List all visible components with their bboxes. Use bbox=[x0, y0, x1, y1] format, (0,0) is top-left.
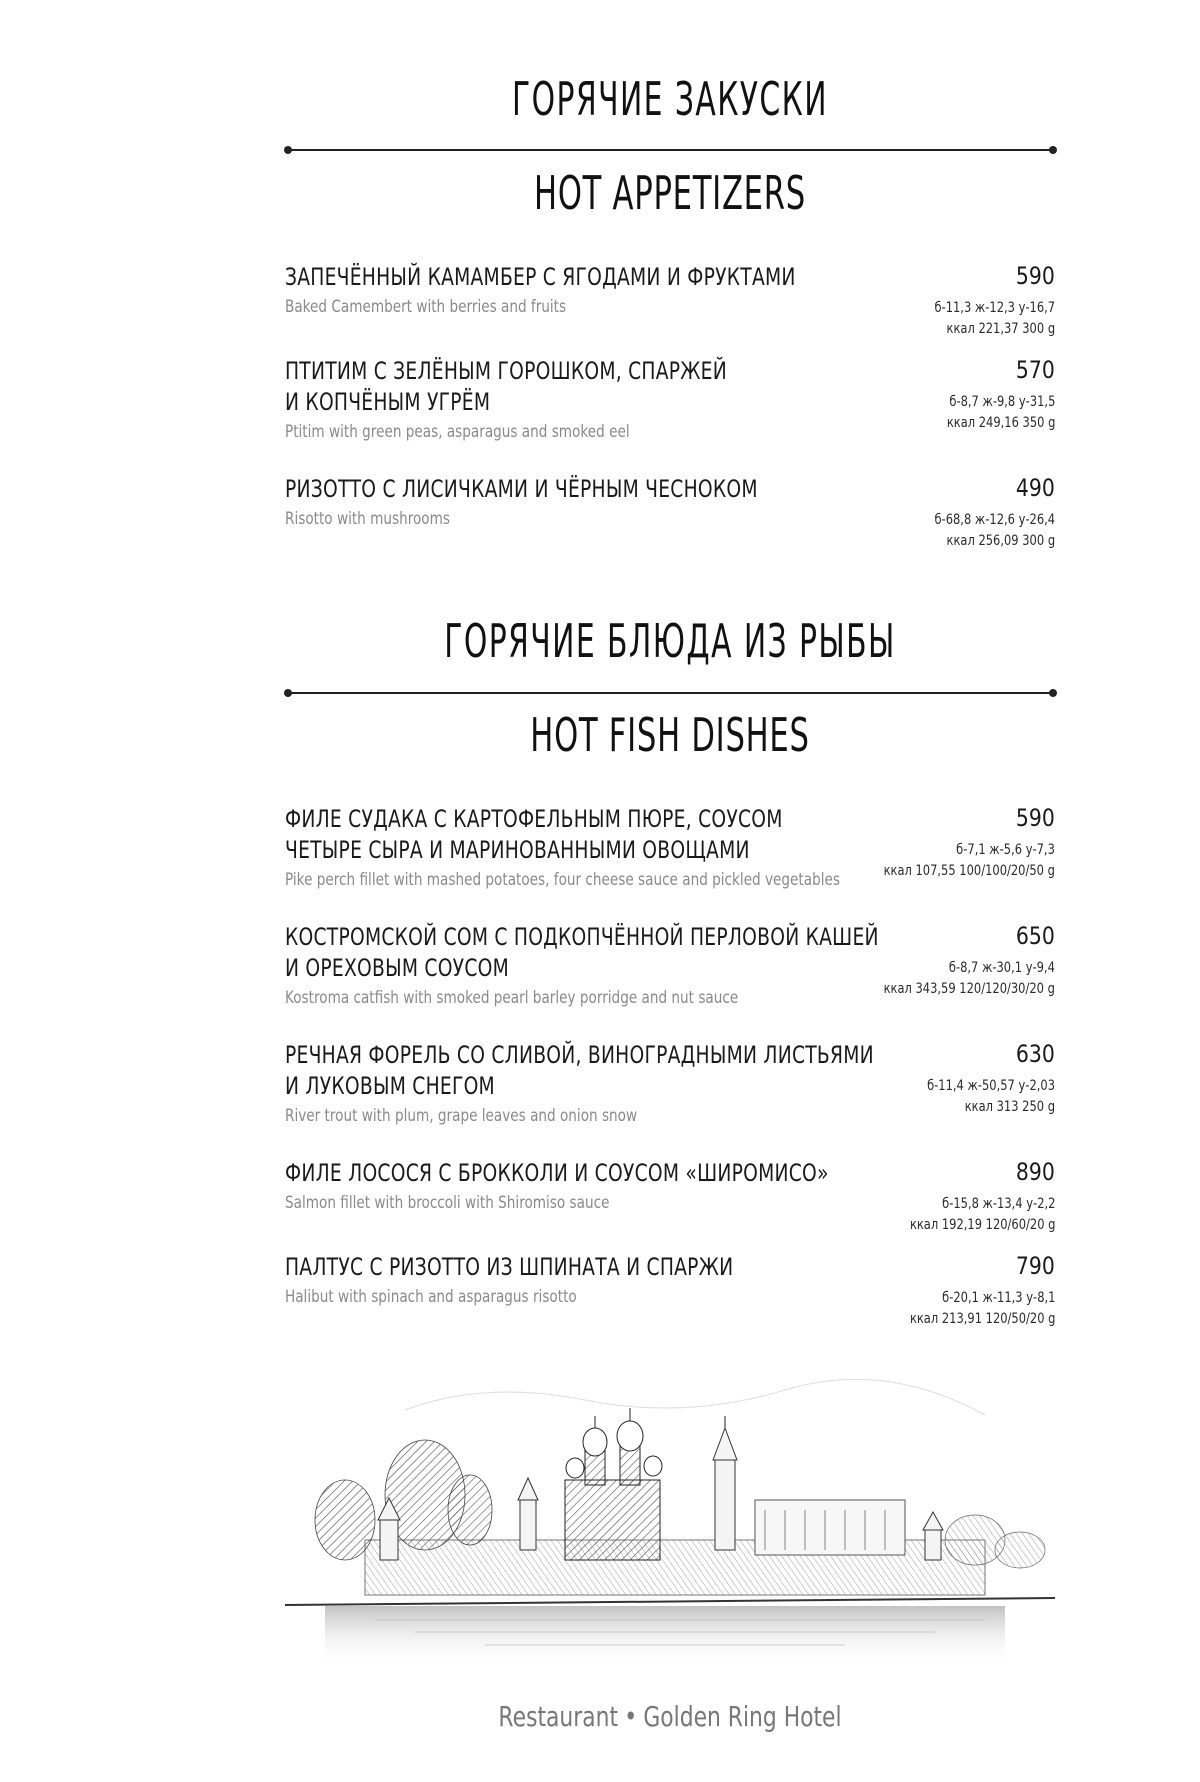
item-name: ПТИТИМ С ЗЕЛЁНЫМ ГОРОШКОМ, СПАРЖЕЙ И КОПЧЁНЫМ УГРЁМ bbox=[285, 357, 727, 416]
item-nutrition: б-11,3 ж-12,3 у-16,7 ккал 221,37 300 g bbox=[934, 300, 1055, 337]
footer-brand bbox=[370, 1700, 971, 1733]
item-nutrition: б-20,1 ж-11,3 у-8,1 ккал 213,91 120/50/20 g bbox=[909, 1290, 1055, 1327]
item-name: РИЗОТТО С ЛИСИЧКАМИ И ЧЁРНЫМ ЧЕСНОКОМ bbox=[285, 475, 758, 503]
item-price: 590 bbox=[1016, 804, 1055, 832]
item-price: 630 bbox=[1016, 1040, 1055, 1068]
footer-separator: • bbox=[624, 1700, 638, 1733]
section-title-en: HOT APPETIZERS bbox=[534, 166, 806, 220]
section-title-ru: ГОРЯЧИЕ ЗАКУСКИ bbox=[512, 72, 828, 126]
item-price: 890 bbox=[1016, 1158, 1055, 1186]
menu-item bbox=[285, 1252, 1055, 1327]
menu-item bbox=[285, 804, 1055, 890]
item-nutrition: б-68,8 ж-12,6 у-26,4 ккал 256,09 300 g bbox=[934, 512, 1055, 549]
item-description-en: Baked Camembert with berries and fruits bbox=[285, 297, 567, 317]
item-description-en: Ptitim with green peas, asparagus and smoked eel bbox=[285, 422, 630, 442]
item-price: 570 bbox=[1016, 356, 1055, 384]
menu-item bbox=[285, 474, 1055, 549]
item-price: 490 bbox=[1016, 474, 1055, 502]
item-description-en: Kostroma catfish with smoked pearl barley porridge and nut sauce bbox=[285, 988, 739, 1008]
item-price: 790 bbox=[1016, 1252, 1055, 1280]
item-name: КОСТРОМСКОЙ СОМ С ПОДКОПЧЁННОЙ ПЕРЛОВОЙ КАШЕЙ И ОРЕХОВЫМ СОУСОМ bbox=[285, 923, 879, 982]
section-title-ru: ГОРЯЧИЕ БЛЮДА ИЗ РЫБЫ bbox=[444, 614, 896, 668]
item-description-en: Salmon fillet with broccoli with Shiromiso sauce bbox=[285, 1193, 610, 1213]
item-name: ФИЛЕ СУДАКА С КАРТОФЕЛЬНЫМ ПЮРЕ, СОУСОМ ЧЕТЫРЕ СЫРА И МАРИНОВАННЫМИ ОВОЩАМИ bbox=[285, 805, 783, 864]
item-nutrition: б-8,7 ж-30,1 у-9,4 ккал 343,59 120/120/30/20 g bbox=[883, 960, 1055, 997]
item-description-en: Risotto with mushrooms bbox=[285, 509, 450, 529]
item-nutrition: б-8,7 ж-9,8 у-31,5 ккал 249,16 350 g bbox=[946, 394, 1055, 431]
section-divider bbox=[288, 692, 1053, 694]
menu-item bbox=[285, 356, 1055, 442]
item-description-en: River trout with plum, grape leaves and onion snow bbox=[285, 1106, 638, 1126]
item-name: РЕЧНАЯ ФОРЕЛЬ СО СЛИВОЙ, ВИНОГРАДНЫМИ ЛИСТЬЯМИ И ЛУКОВЫМ СНЕГОМ bbox=[285, 1041, 874, 1100]
item-nutrition: б-15,8 ж-13,4 у-2,2 ккал 192,19 120/60/20 g bbox=[909, 1196, 1055, 1233]
monastery-sketch-illustration bbox=[285, 1370, 1055, 1670]
item-price: 590 bbox=[1016, 262, 1055, 290]
item-nutrition: б-7,1 ж-5,6 у-7,3 ккал 107,55 100/100/20/50 g bbox=[883, 842, 1055, 879]
item-name: ФИЛЕ ЛОСОСЯ С БРОККОЛИ И СОУСОМ «ШИРОМИСО» bbox=[285, 1159, 829, 1187]
item-name: ЗАПЕЧЁННЫЙ КАМАМБЕР С ЯГОДАМИ И ФРУКТАМИ bbox=[285, 263, 796, 291]
menu-item bbox=[285, 1040, 1055, 1126]
item-nutrition: б-11,4 ж-50,57 у-2,03 ккал 313 250 g bbox=[927, 1078, 1055, 1115]
item-description-en: Pike perch fillet with mashed potatoes, four cheese sauce and pickled vegetables bbox=[285, 870, 840, 890]
menu-item bbox=[285, 922, 1055, 1008]
menu-item bbox=[285, 262, 1055, 337]
item-price: 650 bbox=[1016, 922, 1055, 950]
menu-item bbox=[285, 1158, 1055, 1233]
footer-restaurant: Restaurant bbox=[498, 1700, 619, 1733]
section-title-en: HOT FISH DISHES bbox=[530, 708, 810, 762]
item-name: ПАЛТУС С РИЗОТТО ИЗ ШПИНАТА И СПАРЖИ bbox=[285, 1253, 734, 1281]
item-description-en: Halibut with spinach and asparagus risotto bbox=[285, 1287, 577, 1307]
section-divider bbox=[288, 149, 1053, 151]
footer-hotel: Golden Ring Hotel bbox=[643, 1700, 842, 1733]
